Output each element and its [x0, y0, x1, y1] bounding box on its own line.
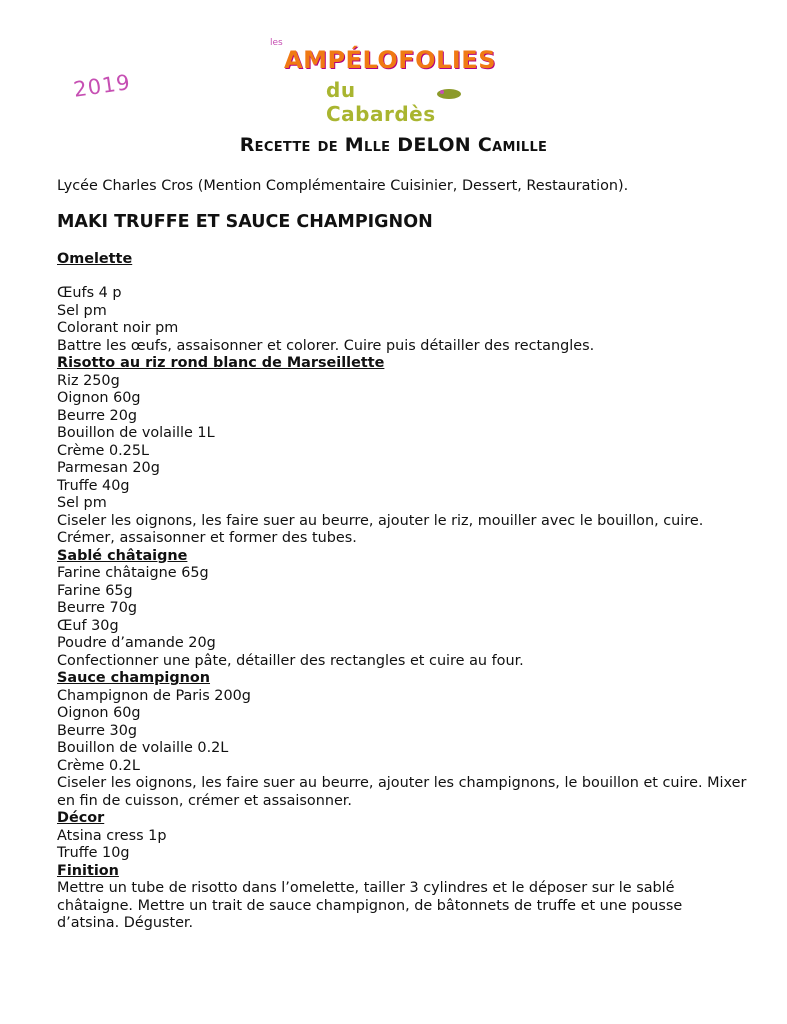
ingredient-line: Truffe 40g	[57, 477, 130, 494]
section-title-risotto: Risotto au riz rond blanc de Marseillette	[57, 355, 385, 371]
grape-icon	[436, 86, 462, 100]
ingredient-line: Œufs 4 p	[57, 285, 122, 301]
ingredient-line: Parmesan 20g	[57, 460, 160, 476]
logo-main-text: AMPÉLOFOLIES	[284, 46, 496, 74]
ingredient-line: Bouillon de volaille 0.2L	[57, 740, 229, 756]
section-title-finition: Finition	[57, 862, 119, 879]
recipe-title: Recette de Mlle DELON Camille	[239, 134, 548, 156]
instruction-line: Mettre un tube de risotto dans l’omelette, tailler 3 cylindres et le déposer sur le sablé châtaigne. Mettre un trait de sauce champignon, de bâtonnets de truffe et une pousse d’atsina. Déguster.	[57, 880, 683, 931]
ingredient-line: Crème 0.2L	[57, 757, 140, 774]
section-title-omelette: Omelette	[57, 250, 133, 267]
ingredient-line: Sel pm	[57, 302, 107, 319]
instruction-line: Ciseler les oignons, les faire suer au beurre, ajouter les champignons, le bouillon et cuire. Mixer en fin de cuisson, crémer et assaisonner.	[57, 775, 747, 809]
ingredient-line: Beurre 30g	[57, 722, 137, 739]
logo-top-text: les	[270, 38, 283, 48]
ingredient-line: Truffe 10g	[57, 845, 130, 861]
section-title-decor: Décor	[57, 810, 105, 826]
instruction-line: Battre les œufs, assaisonner et colorer. Cuire puis détailler des rectangles.	[57, 337, 595, 354]
ingredient-line: Farine 65g	[57, 582, 133, 599]
ingredient-line: Sel pm	[57, 495, 107, 511]
recipe-content	[57, 178, 747, 933]
section-title-sauce: Sauce champignon	[57, 670, 211, 686]
ingredient-line: Poudre d’amande 20g	[57, 635, 216, 651]
dish-name: MAKI TRUFFE ET SAUCE CHAMPIGNON	[57, 211, 433, 232]
ingredient-line: Oignon 60g	[57, 705, 141, 721]
ingredient-line: Colorant noir pm	[57, 320, 179, 336]
ingredient-line: Beurre 70g	[57, 600, 137, 616]
ingredient-line: Oignon 60g	[57, 390, 141, 406]
section-gap	[57, 268, 747, 285]
instruction-line: Crémer, assaisonner et former des tubes.	[57, 530, 357, 546]
ingredient-line: Crème 0.25L	[57, 442, 150, 459]
year-annotation: 2019	[72, 70, 133, 102]
ingredient-line: Bouillon de volaille 1L	[57, 425, 215, 441]
ingredient-line: Farine châtaigne 65g	[57, 565, 209, 581]
ingredient-line: Beurre 20g	[57, 407, 137, 424]
ampelofolies-logo	[270, 34, 496, 126]
ingredient-line: Œuf 30g	[57, 617, 119, 634]
school-line: Lycée Charles Cros (Mention Complémentaire Cuisinier, Dessert, Restauration).	[57, 178, 629, 194]
instruction-line: Confectionner une pâte, détailler des rectangles et cuire au four.	[57, 652, 524, 669]
ingredient-line: Champignon de Paris 200g	[57, 687, 251, 704]
instruction-line: Ciseler les oignons, les faire suer au beurre, ajouter le riz, mouiller avec le bouillon, cuire.	[57, 512, 704, 529]
section-title-sable: Sablé châtaigne	[57, 547, 188, 564]
ingredient-line: Riz 250g	[57, 372, 120, 389]
logo-sub-text: du Cabardès	[326, 78, 436, 126]
ingredient-line: Atsina cress 1p	[57, 827, 167, 844]
